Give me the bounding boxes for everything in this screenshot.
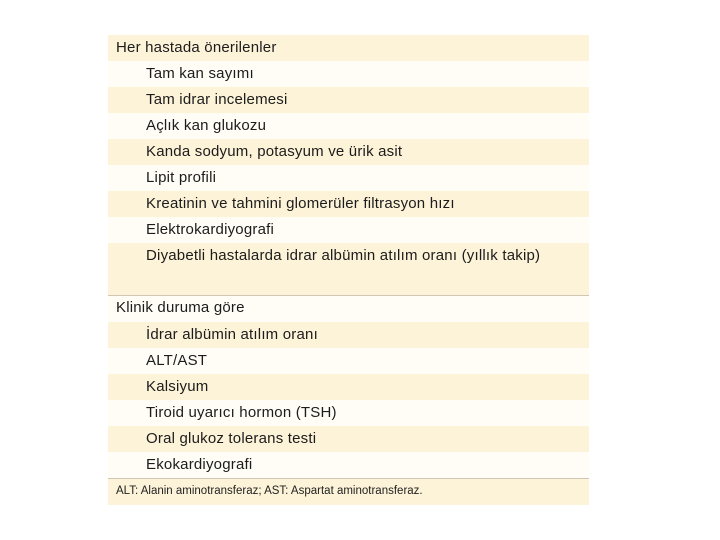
list-item xyxy=(108,374,589,400)
list-item-label: Lipit profili xyxy=(146,169,217,186)
list-item-label: Açlık kan glukozu xyxy=(146,117,267,134)
list-item-label: Ekokardiyografi xyxy=(146,456,253,473)
list-item xyxy=(108,243,589,295)
list-item-label: Kreatinin ve tahmini glomerüler filtrasyon hızı xyxy=(146,195,455,212)
section-header-all-patients xyxy=(108,35,589,61)
list-item xyxy=(108,165,589,191)
list-item xyxy=(108,61,589,87)
list-item-label: Tiroid uyarıcı hormon (TSH) xyxy=(146,404,337,421)
section-header-clinical xyxy=(108,296,589,322)
list-item xyxy=(108,400,589,426)
section-header-label: Klinik duruma göre xyxy=(116,299,245,316)
list-item xyxy=(108,139,589,165)
list-item xyxy=(108,191,589,217)
list-item-label: ALT/AST xyxy=(146,352,208,369)
table-footnote xyxy=(108,479,589,505)
section-header-label: Her hastada önerilenler xyxy=(116,39,277,56)
list-item xyxy=(108,426,589,452)
list-item-label: Tam idrar incelemesi xyxy=(146,91,288,108)
list-item xyxy=(108,322,589,348)
footnote-text: ALT: Alanin aminotransferaz; AST: Aspartat aminotransferaz. xyxy=(116,485,423,497)
list-item xyxy=(108,113,589,139)
list-item xyxy=(108,348,589,374)
list-item xyxy=(108,87,589,113)
list-item-label: Kanda sodyum, potasyum ve ürik asit xyxy=(146,143,403,160)
list-item-label: Tam kan sayımı xyxy=(146,65,254,82)
list-item xyxy=(108,452,589,478)
list-item-label: Kalsiyum xyxy=(146,378,209,395)
recommendations-table xyxy=(108,35,589,505)
list-item-label: İdrar albümin atılım oranı xyxy=(146,326,318,343)
list-item-label: Elektrokardiyografi xyxy=(146,221,275,238)
list-item xyxy=(108,217,589,243)
list-item-label: Diyabetli hastalarda idrar albümin atılım oranı (yıllık takip) xyxy=(146,247,541,264)
list-item-label: Oral glukoz tolerans testi xyxy=(146,430,317,447)
